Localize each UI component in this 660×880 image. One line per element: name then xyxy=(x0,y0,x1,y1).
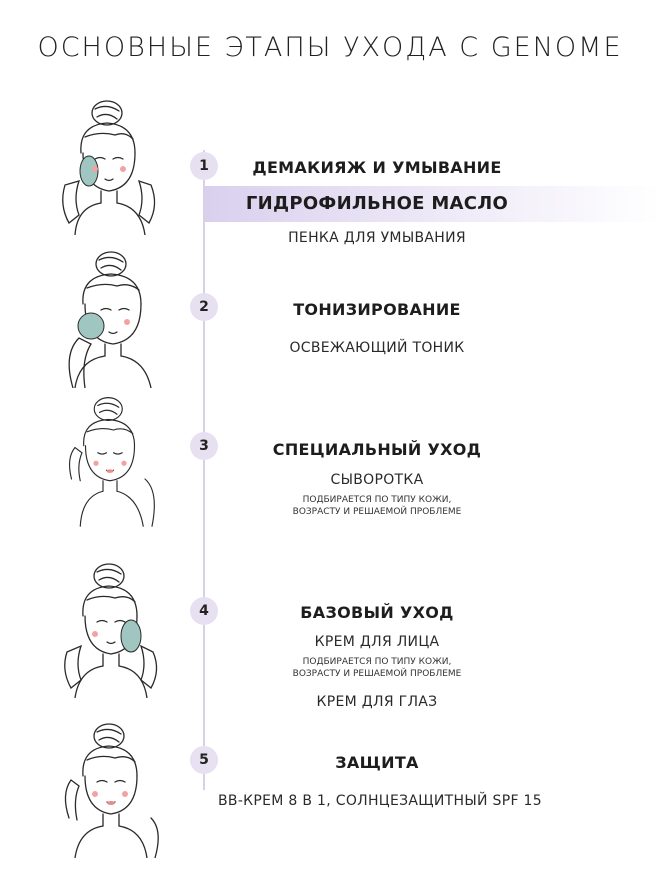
step-heading-1: ДЕМАКИЯЖ И УМЫВАНИЕ xyxy=(252,158,502,177)
step-note-3-line-2: ВОЗРАСТУ И РЕШАЕМОЙ ПРОБЛЕМЕ xyxy=(292,507,462,517)
step-note-4-line-1: ПОДБИРАЕТСЯ ПО ТИПУ КОЖИ, xyxy=(302,657,452,667)
step-heading-3: СПЕЦИАЛЬНЫЙ УХОД xyxy=(272,440,482,459)
step-item-1-1: ПЕНКА ДЛЯ УМЫВАНИЯ xyxy=(288,230,466,246)
step-item-4-1: КРЕМ ДЛЯ ЛИЦА xyxy=(314,634,440,650)
page-title: ОСНОВНЫЕ ЭТАПЫ УХОДА С GENOME xyxy=(37,32,623,63)
woman-washing-face-illustration xyxy=(55,95,165,235)
step-heading-2: ТОНИЗИРОВАНИЕ xyxy=(293,300,461,319)
step-item-4-2: КРЕМ ДЛЯ ГЛАЗ xyxy=(316,694,438,710)
step-number-2: 2 xyxy=(190,293,218,321)
step-heading-4: БАЗОВЫЙ УХОД xyxy=(300,603,454,622)
step-item-3-1: СЫВОРОТКА xyxy=(330,472,424,488)
woman-applying-cream-illustration xyxy=(55,558,165,698)
woman-applying-serum-illustration xyxy=(50,395,170,535)
step-number-5: 5 xyxy=(190,746,218,774)
woman-applying-sunscreen-illustration xyxy=(55,718,165,858)
step-note-4-line-2: ВОЗРАСТУ И РЕШАЕМОЙ ПРОБЛЕМЕ xyxy=(292,669,462,679)
step-note-3 xyxy=(232,494,522,518)
woman-toning-face-illustration xyxy=(55,248,165,388)
step-heading-5: ЗАЩИТА xyxy=(335,753,419,772)
step-number-3: 3 xyxy=(190,432,218,460)
step-item-5-1: BB-КРЕМ 8 В 1, СОЛНЦЕЗАЩИТНЫЙ SPF 15 xyxy=(218,793,542,809)
step-note-4 xyxy=(232,656,522,680)
step-highlight-1: ГИДРОФИЛЬНОЕ МАСЛО xyxy=(245,193,509,214)
step-note-3-line-1: ПОДБИРАЕТСЯ ПО ТИПУ КОЖИ, xyxy=(302,495,452,505)
step-number-4: 4 xyxy=(190,597,218,625)
step-number-1: 1 xyxy=(190,152,218,180)
step-item-2-1: ОСВЕЖАЮЩИЙ ТОНИК xyxy=(289,340,465,356)
timeline-line xyxy=(203,150,205,790)
